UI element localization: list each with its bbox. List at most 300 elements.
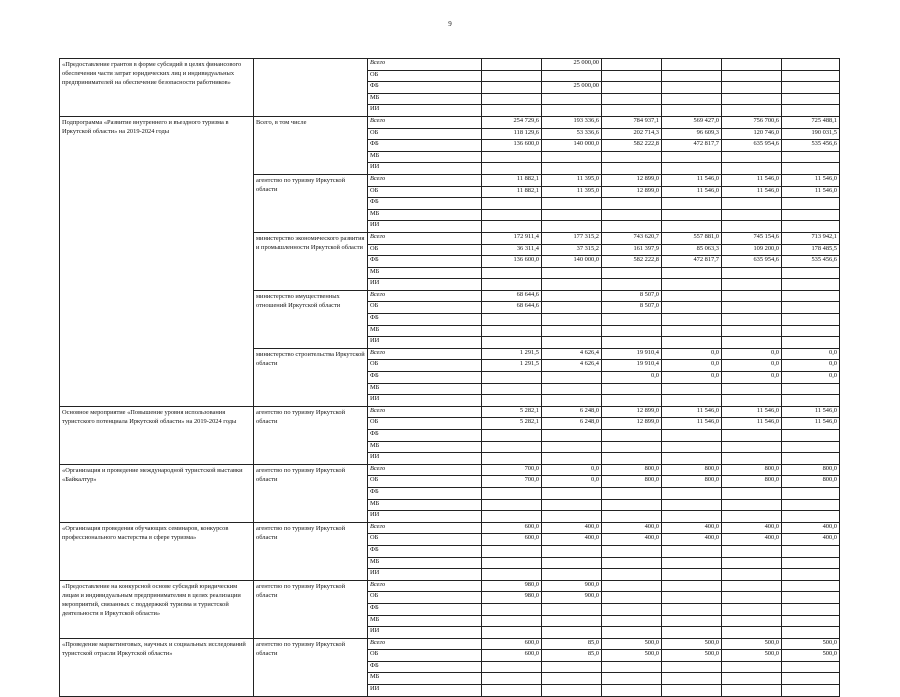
amount-cell: 557 881,0 — [662, 232, 722, 244]
amount-cell — [602, 209, 662, 221]
funding-source-cell: ИИ — [368, 685, 482, 697]
funding-source-cell: ИИ — [368, 279, 482, 291]
amount-cell — [482, 557, 542, 569]
amount-cell: 900,0 — [542, 580, 602, 592]
amount-cell — [482, 279, 542, 291]
amount-cell — [782, 395, 840, 407]
amount-cell — [482, 105, 542, 117]
amount-cell: 85 063,3 — [662, 244, 722, 256]
amount-cell — [602, 383, 662, 395]
amount-cell: 12 899,0 — [602, 406, 662, 418]
amount-cell — [482, 198, 542, 210]
amount-cell — [602, 487, 662, 499]
amount-cell — [722, 105, 782, 117]
amount-cell — [482, 209, 542, 221]
amount-cell: 11 882,1 — [482, 186, 542, 198]
amount-cell: 11 395,0 — [542, 174, 602, 186]
amount-cell: 980,0 — [482, 580, 542, 592]
amount-cell: 12 899,0 — [602, 174, 662, 186]
amount-cell: 11 546,0 — [722, 418, 782, 430]
funding-source-cell: МБ — [368, 499, 482, 511]
amount-cell: 472 817,7 — [662, 140, 722, 152]
amount-cell — [482, 395, 542, 407]
amount-cell: 800,0 — [782, 476, 840, 488]
amount-cell — [782, 603, 840, 615]
amount-cell: 400,0 — [542, 522, 602, 534]
amount-cell: 500,0 — [662, 650, 722, 662]
amount-cell — [602, 661, 662, 673]
amount-cell — [482, 569, 542, 581]
amount-cell — [722, 395, 782, 407]
funding-source-cell: Всего — [368, 116, 482, 128]
amount-cell — [542, 209, 602, 221]
amount-cell: 11 882,1 — [482, 174, 542, 186]
funding-source-cell: Всего — [368, 348, 482, 360]
funding-source-cell: Всего — [368, 406, 482, 418]
funding-source-cell: Всего — [368, 290, 482, 302]
amount-cell: 6 248,0 — [542, 406, 602, 418]
funding-source-cell: ОБ — [368, 534, 482, 546]
amount-cell — [782, 499, 840, 511]
amount-cell: 800,0 — [782, 464, 840, 476]
executor-cell: агентство по туризму Иркутской области — [254, 406, 368, 464]
amount-cell — [542, 545, 602, 557]
funding-source-cell: ОБ — [368, 650, 482, 662]
funding-source-cell: ФБ — [368, 82, 482, 94]
funding-source-cell: ФБ — [368, 545, 482, 557]
funding-source-cell: ИИ — [368, 511, 482, 523]
amount-cell — [782, 580, 840, 592]
funding-source-cell: ОБ — [368, 302, 482, 314]
amount-cell — [542, 105, 602, 117]
amount-cell — [482, 430, 542, 442]
amount-cell — [602, 557, 662, 569]
amount-cell — [482, 337, 542, 349]
amount-cell — [542, 395, 602, 407]
amount-cell — [782, 487, 840, 499]
amount-cell — [662, 569, 722, 581]
amount-cell: 800,0 — [722, 464, 782, 476]
amount-cell — [722, 580, 782, 592]
amount-cell: 600,0 — [482, 638, 542, 650]
amount-cell — [602, 70, 662, 82]
executor-cell: агентство по туризму Иркутской области — [254, 638, 368, 696]
amount-cell — [782, 592, 840, 604]
funding-source-cell: ФБ — [368, 198, 482, 210]
amount-cell — [722, 673, 782, 685]
amount-cell — [662, 279, 722, 291]
funding-source-cell: МБ — [368, 151, 482, 163]
amount-cell — [662, 163, 722, 175]
amount-cell — [662, 453, 722, 465]
amount-cell — [542, 325, 602, 337]
amount-cell — [662, 290, 722, 302]
funding-source-cell: ОБ — [368, 592, 482, 604]
amount-cell — [782, 673, 840, 685]
amount-cell — [662, 511, 722, 523]
amount-cell — [722, 430, 782, 442]
amount-cell — [782, 70, 840, 82]
funding-source-cell: МБ — [368, 557, 482, 569]
amount-cell: 19 910,4 — [602, 360, 662, 372]
amount-cell — [602, 627, 662, 639]
amount-cell: 25 000,00 — [542, 59, 602, 71]
budget-table — [59, 58, 840, 697]
amount-cell: 0,0 — [662, 372, 722, 384]
amount-cell: 725 488,1 — [782, 116, 840, 128]
amount-cell: 800,0 — [602, 464, 662, 476]
amount-cell — [662, 673, 722, 685]
amount-cell — [602, 615, 662, 627]
amount-cell — [722, 603, 782, 615]
amount-cell — [602, 314, 662, 326]
amount-cell — [542, 673, 602, 685]
amount-cell — [662, 82, 722, 94]
amount-cell — [662, 615, 722, 627]
amount-cell — [602, 105, 662, 117]
amount-cell — [542, 603, 602, 615]
amount-cell — [542, 337, 602, 349]
amount-cell — [542, 569, 602, 581]
amount-cell — [722, 441, 782, 453]
amount-cell — [722, 93, 782, 105]
amount-cell: 254 729,6 — [482, 116, 542, 128]
amount-cell: 11 546,0 — [662, 186, 722, 198]
amount-cell — [602, 82, 662, 94]
funding-source-cell: ФБ — [368, 661, 482, 673]
amount-cell: 6 248,0 — [542, 418, 602, 430]
amount-cell — [662, 627, 722, 639]
amount-cell — [602, 545, 662, 557]
page-number: 9 — [448, 20, 452, 28]
amount-cell — [542, 557, 602, 569]
amount-cell — [782, 661, 840, 673]
funding-source-cell: МБ — [368, 267, 482, 279]
amount-cell — [662, 487, 722, 499]
amount-cell — [662, 395, 722, 407]
funding-source-cell: ФБ — [368, 372, 482, 384]
amount-cell — [542, 627, 602, 639]
amount-cell — [602, 198, 662, 210]
amount-cell: 136 600,0 — [482, 256, 542, 268]
amount-cell: 0,0 — [782, 360, 840, 372]
amount-cell — [542, 221, 602, 233]
amount-cell — [722, 302, 782, 314]
amount-cell — [782, 198, 840, 210]
amount-cell — [482, 511, 542, 523]
amount-cell — [602, 221, 662, 233]
amount-cell — [722, 314, 782, 326]
amount-cell — [602, 93, 662, 105]
amount-cell: 140 000,0 — [542, 140, 602, 152]
funding-source-cell: МБ — [368, 383, 482, 395]
amount-cell — [722, 290, 782, 302]
amount-cell — [662, 557, 722, 569]
amount-cell — [542, 453, 602, 465]
funding-source-cell: Всего — [368, 232, 482, 244]
amount-cell — [482, 383, 542, 395]
amount-cell — [722, 325, 782, 337]
amount-cell — [782, 337, 840, 349]
amount-cell — [602, 279, 662, 291]
amount-cell: 743 620,7 — [602, 232, 662, 244]
funding-source-cell: Всего — [368, 580, 482, 592]
amount-cell — [482, 314, 542, 326]
table-row — [60, 116, 840, 128]
amount-cell — [722, 453, 782, 465]
amount-cell — [602, 337, 662, 349]
amount-cell — [662, 93, 722, 105]
amount-cell: 400,0 — [662, 522, 722, 534]
amount-cell: 756 700,6 — [722, 116, 782, 128]
amount-cell — [722, 661, 782, 673]
amount-cell — [542, 302, 602, 314]
amount-cell: 36 311,4 — [482, 244, 542, 256]
amount-cell: 980,0 — [482, 592, 542, 604]
executor-cell: агентство по туризму Иркутской области — [254, 580, 368, 638]
amount-cell — [662, 209, 722, 221]
amount-cell — [482, 453, 542, 465]
table-row — [60, 522, 840, 534]
amount-cell: 11 395,0 — [542, 186, 602, 198]
amount-cell: 193 336,6 — [542, 116, 602, 128]
measure-name-cell: Подпрограмма «Развитие внутреннего и въездного туризма в Иркутской области» на 2019-2024 годы — [60, 116, 254, 406]
amount-cell: 600,0 — [482, 534, 542, 546]
amount-cell — [782, 441, 840, 453]
amount-cell: 118 129,6 — [482, 128, 542, 140]
amount-cell: 635 954,6 — [722, 256, 782, 268]
funding-source-cell: ФБ — [368, 603, 482, 615]
amount-cell: 11 546,0 — [782, 174, 840, 186]
amount-cell — [782, 325, 840, 337]
amount-cell — [542, 615, 602, 627]
amount-cell — [782, 221, 840, 233]
amount-cell — [782, 290, 840, 302]
amount-cell — [542, 685, 602, 697]
amount-cell — [722, 59, 782, 71]
funding-source-cell: Всего — [368, 522, 482, 534]
amount-cell — [602, 592, 662, 604]
amount-cell: 800,0 — [602, 476, 662, 488]
funding-source-cell: МБ — [368, 441, 482, 453]
amount-cell: 400,0 — [542, 534, 602, 546]
funding-source-cell: МБ — [368, 673, 482, 685]
amount-cell — [722, 82, 782, 94]
amount-cell — [602, 325, 662, 337]
amount-cell: 500,0 — [722, 638, 782, 650]
funding-source-cell: МБ — [368, 325, 482, 337]
amount-cell: 96 609,3 — [662, 128, 722, 140]
amount-cell — [542, 163, 602, 175]
executor-cell: агентство по туризму Иркутской области — [254, 464, 368, 522]
amount-cell: 0,0 — [542, 476, 602, 488]
amount-cell — [782, 627, 840, 639]
amount-cell: 68 644,6 — [482, 302, 542, 314]
amount-cell — [782, 314, 840, 326]
amount-cell — [542, 441, 602, 453]
amount-cell — [602, 430, 662, 442]
amount-cell: 140 000,0 — [542, 256, 602, 268]
amount-cell: 11 546,0 — [662, 174, 722, 186]
amount-cell: 400,0 — [722, 534, 782, 546]
amount-cell — [662, 430, 722, 442]
funding-source-cell: ОБ — [368, 476, 482, 488]
amount-cell — [542, 198, 602, 210]
amount-cell: 11 546,0 — [662, 418, 722, 430]
amount-cell — [782, 105, 840, 117]
funding-source-cell: Всего — [368, 638, 482, 650]
executor-cell — [254, 59, 368, 117]
amount-cell — [602, 151, 662, 163]
table-row — [60, 464, 840, 476]
amount-cell: 120 746,0 — [722, 128, 782, 140]
amount-cell: 53 336,6 — [542, 128, 602, 140]
amount-cell: 600,0 — [482, 650, 542, 662]
amount-cell: 12 899,0 — [602, 418, 662, 430]
measure-name-cell: «Организация проведения обучающих семинаров, конкурсов профессионального мастерства в сфере туризма» — [60, 522, 254, 580]
amount-cell — [722, 151, 782, 163]
executor-cell: министерство имущественных отношений Иркутской области — [254, 290, 368, 348]
amount-cell — [662, 603, 722, 615]
amount-cell — [602, 685, 662, 697]
amount-cell — [722, 592, 782, 604]
amount-cell: 713 942,1 — [782, 232, 840, 244]
funding-source-cell: Всего — [368, 464, 482, 476]
amount-cell: 500,0 — [602, 650, 662, 662]
amount-cell — [722, 70, 782, 82]
amount-cell — [602, 267, 662, 279]
amount-cell: 800,0 — [662, 476, 722, 488]
amount-cell — [602, 499, 662, 511]
amount-cell — [782, 151, 840, 163]
amount-cell — [482, 499, 542, 511]
amount-cell — [662, 545, 722, 557]
funding-source-cell: ИИ — [368, 337, 482, 349]
amount-cell: 4 626,4 — [542, 360, 602, 372]
amount-cell: 178 485,5 — [782, 244, 840, 256]
amount-cell — [782, 511, 840, 523]
amount-cell: 37 315,2 — [542, 244, 602, 256]
amount-cell — [782, 430, 840, 442]
funding-source-cell: ФБ — [368, 314, 482, 326]
amount-cell — [542, 372, 602, 384]
amount-cell — [722, 337, 782, 349]
amount-cell — [782, 267, 840, 279]
amount-cell — [482, 603, 542, 615]
amount-cell: 4 626,4 — [542, 348, 602, 360]
amount-cell — [482, 673, 542, 685]
amount-cell — [482, 325, 542, 337]
amount-cell: 500,0 — [602, 638, 662, 650]
measure-name-cell: «Организация и проведение международной туристской выставки «Байкалтур» — [60, 464, 254, 522]
amount-cell: 202 714,3 — [602, 128, 662, 140]
funding-source-cell: ОБ — [368, 360, 482, 372]
amount-cell: 582 222,8 — [602, 140, 662, 152]
amount-cell: 11 546,0 — [782, 418, 840, 430]
amount-cell — [662, 70, 722, 82]
amount-cell: 535 456,6 — [782, 256, 840, 268]
amount-cell: 11 546,0 — [782, 406, 840, 418]
amount-cell: 5 282,1 — [482, 418, 542, 430]
amount-cell — [782, 93, 840, 105]
amount-cell: 19 910,4 — [602, 348, 662, 360]
measure-name-cell: «Предоставление грантов в форме субсидий в целях финансового обеспечения части затрат юридических лиц и индивидуальных предпринимателей на обеспечение безопасности работников» — [60, 59, 254, 117]
amount-cell — [662, 151, 722, 163]
amount-cell — [662, 302, 722, 314]
funding-source-cell: ОБ — [368, 418, 482, 430]
amount-cell: 25 000,00 — [542, 82, 602, 94]
amount-cell — [482, 221, 542, 233]
amount-cell — [542, 290, 602, 302]
funding-source-cell: ОБ — [368, 186, 482, 198]
amount-cell: 109 200,0 — [722, 244, 782, 256]
amount-cell: 0,0 — [542, 464, 602, 476]
funding-source-cell: ИИ — [368, 163, 482, 175]
amount-cell — [662, 383, 722, 395]
table-row — [60, 406, 840, 418]
amount-cell — [662, 59, 722, 71]
amount-cell — [482, 93, 542, 105]
amount-cell — [542, 151, 602, 163]
funding-source-cell: ИИ — [368, 221, 482, 233]
amount-cell — [722, 627, 782, 639]
amount-cell: 500,0 — [662, 638, 722, 650]
amount-cell: 161 397,9 — [602, 244, 662, 256]
amount-cell: 500,0 — [782, 650, 840, 662]
table-row — [60, 59, 840, 71]
amount-cell: 0,0 — [722, 372, 782, 384]
amount-cell — [662, 580, 722, 592]
amount-cell — [542, 267, 602, 279]
amount-cell: 400,0 — [782, 522, 840, 534]
amount-cell — [482, 627, 542, 639]
amount-cell — [602, 453, 662, 465]
amount-cell: 700,0 — [482, 464, 542, 476]
measure-name-cell: «Предоставление на конкурсной основе субсидий юридическим лицам и индивидуальным предпринимателям в целях реализации мероприятий, связанных с поддержкой туризма и туристской деятельности в Иркутской области» — [60, 580, 254, 638]
amount-cell — [482, 441, 542, 453]
amount-cell: 472 817,7 — [662, 256, 722, 268]
amount-cell — [482, 163, 542, 175]
amount-cell — [722, 685, 782, 697]
funding-source-cell: Всего — [368, 174, 482, 186]
amount-cell — [482, 661, 542, 673]
amount-cell — [722, 267, 782, 279]
amount-cell — [722, 221, 782, 233]
amount-cell — [722, 615, 782, 627]
amount-cell: 400,0 — [662, 534, 722, 546]
amount-cell — [602, 511, 662, 523]
amount-cell — [782, 82, 840, 94]
amount-cell: 8 507,0 — [602, 302, 662, 314]
amount-cell — [662, 661, 722, 673]
amount-cell — [482, 545, 542, 557]
amount-cell: 190 031,5 — [782, 128, 840, 140]
funding-source-cell: ИИ — [368, 105, 482, 117]
budget-table-body — [60, 59, 840, 697]
amount-cell — [482, 70, 542, 82]
funding-source-cell: МБ — [368, 209, 482, 221]
amount-cell: 68 644,6 — [482, 290, 542, 302]
amount-cell: 0,0 — [722, 360, 782, 372]
executor-cell: агентство по туризму Иркутской области — [254, 174, 368, 232]
amount-cell: 5 282,1 — [482, 406, 542, 418]
amount-cell — [662, 685, 722, 697]
amount-cell: 900,0 — [542, 592, 602, 604]
amount-cell — [722, 209, 782, 221]
funding-source-cell: ФБ — [368, 430, 482, 442]
amount-cell: 11 546,0 — [722, 406, 782, 418]
amount-cell — [782, 209, 840, 221]
